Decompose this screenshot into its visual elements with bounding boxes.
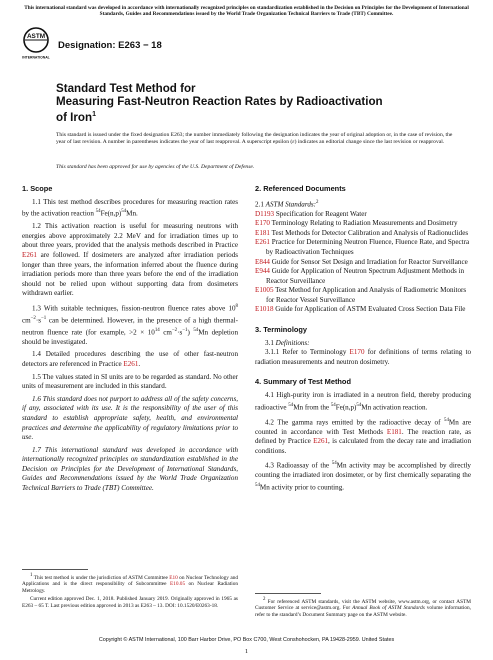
- summary-4-1: 4.1 High-purity iron is irradiated in a neutron field, thereby producing radioactive $^{54}$Mn from the $^{54}Fe(n,p)^{54}Mn$ activation reaction.: [255, 391, 471, 411]
- ref-link-e261[interactable]: E261: [313, 437, 329, 446]
- right-column: [255, 184, 471, 496]
- terminology-3-1-1: 3.1.1 Refer to Terminology E170 for definitions of terms relating to radiation measurements and neutron dosimetry.: [255, 348, 472, 366]
- title-line-2: Measuring Fast-Neutron Reaction Rates by Radioactivation: [56, 95, 383, 109]
- ref-link-e261[interactable]: E261: [123, 359, 139, 368]
- ref-link-e170[interactable]: E170: [349, 348, 365, 357]
- footnote-2-text: $^2$ For referenced ASTM standards, visit the ASTM website, www.astm.org, or contact ASTM Customer Service at service@astm.org. For Annual Book of ASTM Standards volume information, refer to the standard’s Document Summary page on the ASTM website.: [255, 597, 471, 618]
- reference-item: E844 Guide for Sensor Set Design and Irradiation for Reactor Surveillance: [255, 257, 468, 266]
- astm-logo: [22, 27, 50, 61]
- title-footnote-marker: 1: [92, 111, 96, 119]
- issued-note: This standard is issued under the fixed designation E263; the number immediately following the designation indicates the year of original adoption or, in the case of revision, the year of last revision. A number in parentheses indicates the year of last reapproval. A superscript epsilon (ε) indicates an editorial change since the last revision or reapproval.: [56, 132, 453, 145]
- page-number: 1: [244, 648, 249, 655]
- ref-link-e10[interactable]: E10: [169, 574, 178, 581]
- tbt-notice: This international standard was developed in accordance with internationally recognized principles on standardization established in the Decision on Principles for the Development of International Standards, Guides and Recommendations issued by the World Trade Organization Technical Barriers to Trade (TBT) Committee.: [24, 5, 469, 18]
- ref-link[interactable]: D1193: [255, 209, 275, 218]
- terminology-3-1: 3.1 Definitions:: [265, 338, 310, 347]
- ref-link[interactable]: E944: [255, 267, 270, 276]
- summary-4-2: 4.2 The gamma rays emitted by the radioactive decay of $^{54}$Mn are counted in accordance with Test Methods E181. The reaction rate, as defined by Practice E261, is calculated from the decay rate and irradiation conditions.: [255, 417, 471, 455]
- ref-link[interactable]: E261: [255, 238, 270, 247]
- ref-link[interactable]: E1018: [255, 305, 274, 314]
- reference-item: E261 Practice for Determining Neutron Fluence, Fluence Rate, and Spectra by Radioactivation Techniques: [255, 238, 470, 256]
- reference-item: D1193 Specification for Reagent Water: [255, 209, 367, 218]
- ref-link[interactable]: E844: [255, 257, 270, 266]
- footnote-1-jurisdiction: $^1$ This test method is under the jurisdiction of ASTM Committee E10 on Nuclear Technology and Applications and is the direct responsibility of Subcommittee E10.05 on Nuclear Radiation Metrology.: [22, 573, 238, 594]
- summary-heading: 4. Summary of Test Method: [255, 377, 351, 387]
- left-column: [22, 184, 238, 497]
- scope-1-5: 1.5 The values stated in SI units are to be regarded as standard. No other units of measurement are included in this standard.: [22, 372, 238, 391]
- footnote-2: [255, 597, 471, 620]
- copyright-notice: Copyright © ASTM International, 100 Barr Harbor Drive, PO Box C700, West Conshohocken, PA 19428-2959. United States: [98, 637, 395, 643]
- ref-link-e181[interactable]: E181: [386, 427, 402, 436]
- footnote-1-edition: Current edition approved Dec. 1, 2018. Published January 2019. Originally approved in 1965 as E263 – 65 T. Last previous edition approved in 2013 as E263 – 13. DOI: 10.1520/E0263-18.: [22, 596, 238, 609]
- reference-item: E181 Test Methods for Detector Calibration and Analysis of Radionuclides: [255, 228, 469, 237]
- reference-item: E1018 Guide for Application of ASTM Evaluated Cross Section Data File: [255, 305, 466, 314]
- page-title: [56, 82, 436, 124]
- reference-item: E1005 Test Method for Application and Analysis of Radiometric Monitors for Reactor Vessel Surveillance: [255, 286, 467, 304]
- logo-subtext: INTERNATIONAL: [22, 55, 50, 60]
- reference-list: [255, 210, 471, 316]
- summary-4-3: 4.3 Radioassay of the $^{54}$Mn activity may be accomplished by directly counting the irradiated iron dosimeter, or by first chemically separating the $^{54}$Mn activity prior to counting.: [255, 461, 471, 492]
- scope-1-1: 1.1 This test method describes procedures for measuring reaction rates by the activation reaction $^{54}Fe(n,p)^{54}Mn$.: [22, 197, 238, 218]
- designation: Designation: E263 − 18: [58, 40, 162, 51]
- terminology-heading: 3. Terminology: [255, 325, 308, 335]
- footnote-divider-right: [255, 593, 321, 594]
- footnote-divider-left: [22, 569, 88, 570]
- ref-link[interactable]: E181: [255, 228, 270, 237]
- ref-link[interactable]: E170: [255, 219, 270, 228]
- scope-1-2: 1.2 This activation reaction is useful for measuring neutrons with energies above approximately 2.2 MeV and for irradiation times up to about three years, provided that the analysis methods described in Practice E261 are followed. If dosimeters are analyzed after irradiation periods longer than three years, the information inferred about the fluence during irradiation periods more than three years before the end of the irradiation should not be relied upon without supporting data from dosimeters withdrawn earlier.: [22, 222, 238, 298]
- title-line-3-text: of Iron: [56, 111, 93, 125]
- ref-link-e10-05[interactable]: E10.05: [169, 581, 186, 588]
- ref-link-e261[interactable]: E261: [22, 250, 37, 259]
- refs-heading: 2. Referenced Documents: [255, 184, 346, 193]
- logo-text: ASTM: [26, 33, 46, 40]
- approved-note: This standard has been approved for use by agencies of the U.S. Department of Defense.: [56, 164, 255, 170]
- scope-1-6: 1.6 This standard does not purport to address all of the safety concerns, if any, associated with its use. It is the responsibility of the user of this standard to establish appropriate safety, health, and environmental practices and determine the applicability of regulatory limitations prior to use.: [22, 394, 238, 442]
- footnote-1: [22, 573, 238, 611]
- scope-heading: 1. Scope: [22, 184, 53, 193]
- title-line-1: Standard Test Method for: [56, 82, 196, 95]
- title-line-3: [56, 108, 436, 124]
- scope-1-4: 1.4 Detailed procedures describing the use of other fast-neutron detectors are referenced in Practice E261.: [22, 350, 238, 368]
- ref-link[interactable]: E1005: [255, 286, 274, 295]
- scope-1-3: 1.3 With suitable techniques, fission-neutron fluence rates above $10^8$ $cm^{-2}\cdot s^{-1}$ can be determined. However, in the presence of a high thermal-neutron fluence rate (for example, $>2 \times 10^{14}$ $cm^{-2}\cdot s^{-1}$) $^{54}$Mn depletion should be investigated.: [22, 303, 238, 346]
- refs-subheading: 2.1 ASTM Standards:$^2$: [255, 199, 319, 208]
- reference-item: E944 Guide for Application of Neutron Spectrum Adjustment Methods in Reactor Surveillance: [255, 267, 465, 285]
- reference-item: E170 Terminology Relating to Radiation Measurements and Dosimetry: [255, 219, 458, 228]
- scope-1-7: 1.7 This international standard was developed in accordance with internationally recognized principles on standardization established in the Decision on Principles for the Development of International Standards, Guides and Recommendations issued by the World Trade Organization Technical Barriers to Trade (TBT) Committee.: [22, 445, 238, 493]
